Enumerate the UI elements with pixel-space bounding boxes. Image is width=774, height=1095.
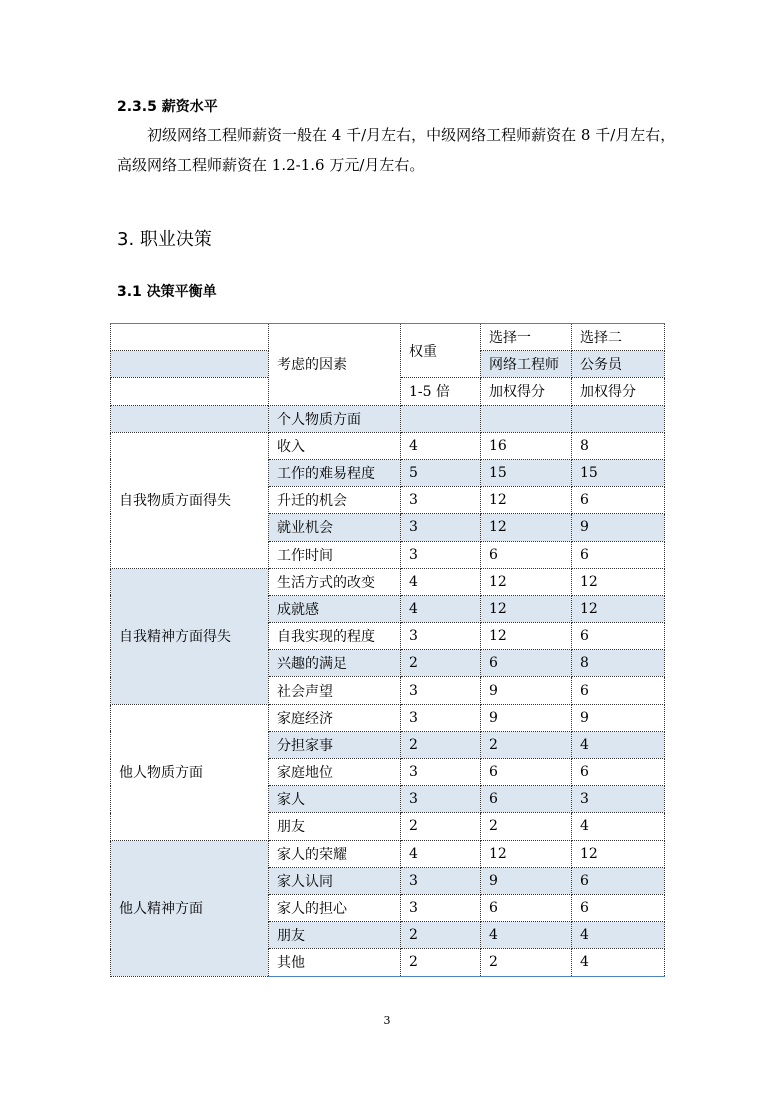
factor-cell: 生活方式的改变	[269, 568, 401, 595]
choice2-score-cell: 12	[572, 595, 665, 622]
choice2-score-cell: 8	[572, 650, 665, 677]
factor-cell: 家人	[269, 786, 401, 813]
factor-cell: 朋友	[269, 813, 401, 840]
choice2-score-cell: 9	[572, 514, 665, 541]
factor-cell: 分担家事	[269, 731, 401, 758]
choice2-score-cell: 6	[572, 487, 665, 514]
personal-material-label: 个人物质方面	[269, 405, 401, 432]
choice1-score-cell: 6	[481, 650, 572, 677]
choice2-label: 选择二	[572, 324, 665, 351]
factor-cell: 自我实现的程度	[269, 623, 401, 650]
weight-cell: 5	[401, 459, 481, 486]
weight-unit: 1-5 倍	[401, 378, 481, 405]
weight-cell: 2	[401, 731, 481, 758]
weight-cell: 2	[401, 922, 481, 949]
personal-material-row	[111, 405, 665, 432]
weight-cell: 3	[401, 487, 481, 514]
weight-cell: 2	[401, 949, 481, 976]
choice1-score-cell: 2	[481, 949, 572, 976]
category-cell: 他人物质方面	[111, 704, 269, 840]
weight-cell: 3	[401, 867, 481, 894]
table-row	[111, 704, 665, 731]
choice1-score-cell: 12	[481, 514, 572, 541]
choice2-score-cell: 4	[572, 949, 665, 976]
header-blank-cell	[111, 378, 269, 405]
choice1-score-cell: 12	[481, 487, 572, 514]
weight-cell: 3	[401, 623, 481, 650]
header-row-1	[111, 324, 665, 351]
choice2-score-cell: 4	[572, 813, 665, 840]
choice2-score-cell: 6	[572, 677, 665, 704]
factor-header: 考虑的因素	[269, 324, 401, 406]
weight-cell: 4	[401, 568, 481, 595]
table-row	[111, 840, 665, 867]
choice1-score-cell: 6	[481, 786, 572, 813]
choice1-name: 网络工程师	[481, 351, 572, 378]
choice1-score-cell: 12	[481, 568, 572, 595]
choice2-score-cell: 15	[572, 459, 665, 486]
choice1-score-cell: 6	[481, 759, 572, 786]
blank-cell	[572, 405, 665, 432]
choice1-score-cell: 6	[481, 894, 572, 921]
header-blank-cell	[111, 324, 269, 351]
choice2-score-cell: 4	[572, 922, 665, 949]
decision-balance-table	[110, 323, 665, 977]
factor-cell: 就业机会	[269, 514, 401, 541]
choice2-score-cell: 6	[572, 894, 665, 921]
choice1-score-cell: 9	[481, 704, 572, 731]
choice2-score-cell: 12	[572, 840, 665, 867]
choice1-score-label: 加权得分	[481, 378, 572, 405]
choice1-score-cell: 2	[481, 813, 572, 840]
choice2-score-cell: 8	[572, 432, 665, 459]
choice1-score-cell: 12	[481, 840, 572, 867]
blank-cell	[481, 405, 572, 432]
weight-cell: 3	[401, 894, 481, 921]
weight-cell: 4	[401, 595, 481, 622]
weight-cell: 3	[401, 514, 481, 541]
weight-cell: 3	[401, 677, 481, 704]
weight-cell: 3	[401, 759, 481, 786]
weight-cell: 4	[401, 432, 481, 459]
choice1-score-cell: 2	[481, 731, 572, 758]
choice1-score-cell: 12	[481, 623, 572, 650]
weight-header: 权重	[401, 324, 481, 378]
factor-cell: 收入	[269, 432, 401, 459]
category-cell: 他人精神方面	[111, 840, 269, 976]
factor-cell: 其他	[269, 949, 401, 976]
factor-cell: 升迁的机会	[269, 487, 401, 514]
choice1-score-cell: 4	[481, 922, 572, 949]
choice1-score-cell: 15	[481, 459, 572, 486]
factor-cell: 家人的担心	[269, 894, 401, 921]
factor-cell: 家人认同	[269, 867, 401, 894]
choice1-score-cell: 16	[481, 432, 572, 459]
weight-cell: 4	[401, 840, 481, 867]
choice2-score-cell: 9	[572, 704, 665, 731]
category-cell: 自我精神方面得失	[111, 568, 269, 704]
header-blank-cell	[111, 351, 269, 378]
factor-cell: 成就感	[269, 595, 401, 622]
choice1-score-cell: 9	[481, 677, 572, 704]
choice2-score-cell: 6	[572, 867, 665, 894]
table-row	[111, 432, 665, 459]
factor-cell: 朋友	[269, 922, 401, 949]
choice2-score-cell: 4	[572, 731, 665, 758]
choice2-name: 公务员	[572, 351, 665, 378]
weight-cell: 3	[401, 786, 481, 813]
weight-cell: 2	[401, 650, 481, 677]
factor-cell: 社会声望	[269, 677, 401, 704]
weight-cell: 3	[401, 541, 481, 568]
choice2-score-cell: 6	[572, 759, 665, 786]
choice2-score-cell: 3	[572, 786, 665, 813]
choice2-score-cell: 6	[572, 541, 665, 568]
table-row	[111, 568, 665, 595]
blank-cell	[401, 405, 481, 432]
factor-cell: 工作时间	[269, 541, 401, 568]
choice1-score-cell: 9	[481, 867, 572, 894]
choice2-score-label: 加权得分	[572, 378, 665, 405]
blank-cell	[111, 405, 269, 432]
choice1-score-cell: 6	[481, 541, 572, 568]
category-cell: 自我物质方面得失	[111, 432, 269, 568]
weight-cell: 3	[401, 704, 481, 731]
choice1-score-cell: 12	[481, 595, 572, 622]
weight-cell: 2	[401, 813, 481, 840]
heading-3-1: 3.1 决策平衡单	[117, 284, 217, 300]
factor-cell: 家人的荣耀	[269, 840, 401, 867]
factor-cell: 工作的难易程度	[269, 459, 401, 486]
factor-cell: 家庭经济	[269, 704, 401, 731]
choice2-score-cell: 6	[572, 623, 665, 650]
page-number: 3	[383, 1014, 391, 1027]
factor-cell: 家庭地位	[269, 759, 401, 786]
choice1-label: 选择一	[481, 324, 572, 351]
heading-3: 3. 职业决策	[117, 229, 212, 250]
salary-paragraph: 初级网络工程师薪资一般在 4 千/月左右，中级网络工程师薪资在 8 千/月左右，高级网络工程师薪资在 1.2-1.6 万元/月左右。	[117, 126, 676, 174]
heading-2-3-5: 2.3.5 薪资水平	[117, 99, 218, 115]
choice2-score-cell: 12	[572, 568, 665, 595]
factor-cell: 兴趣的满足	[269, 650, 401, 677]
